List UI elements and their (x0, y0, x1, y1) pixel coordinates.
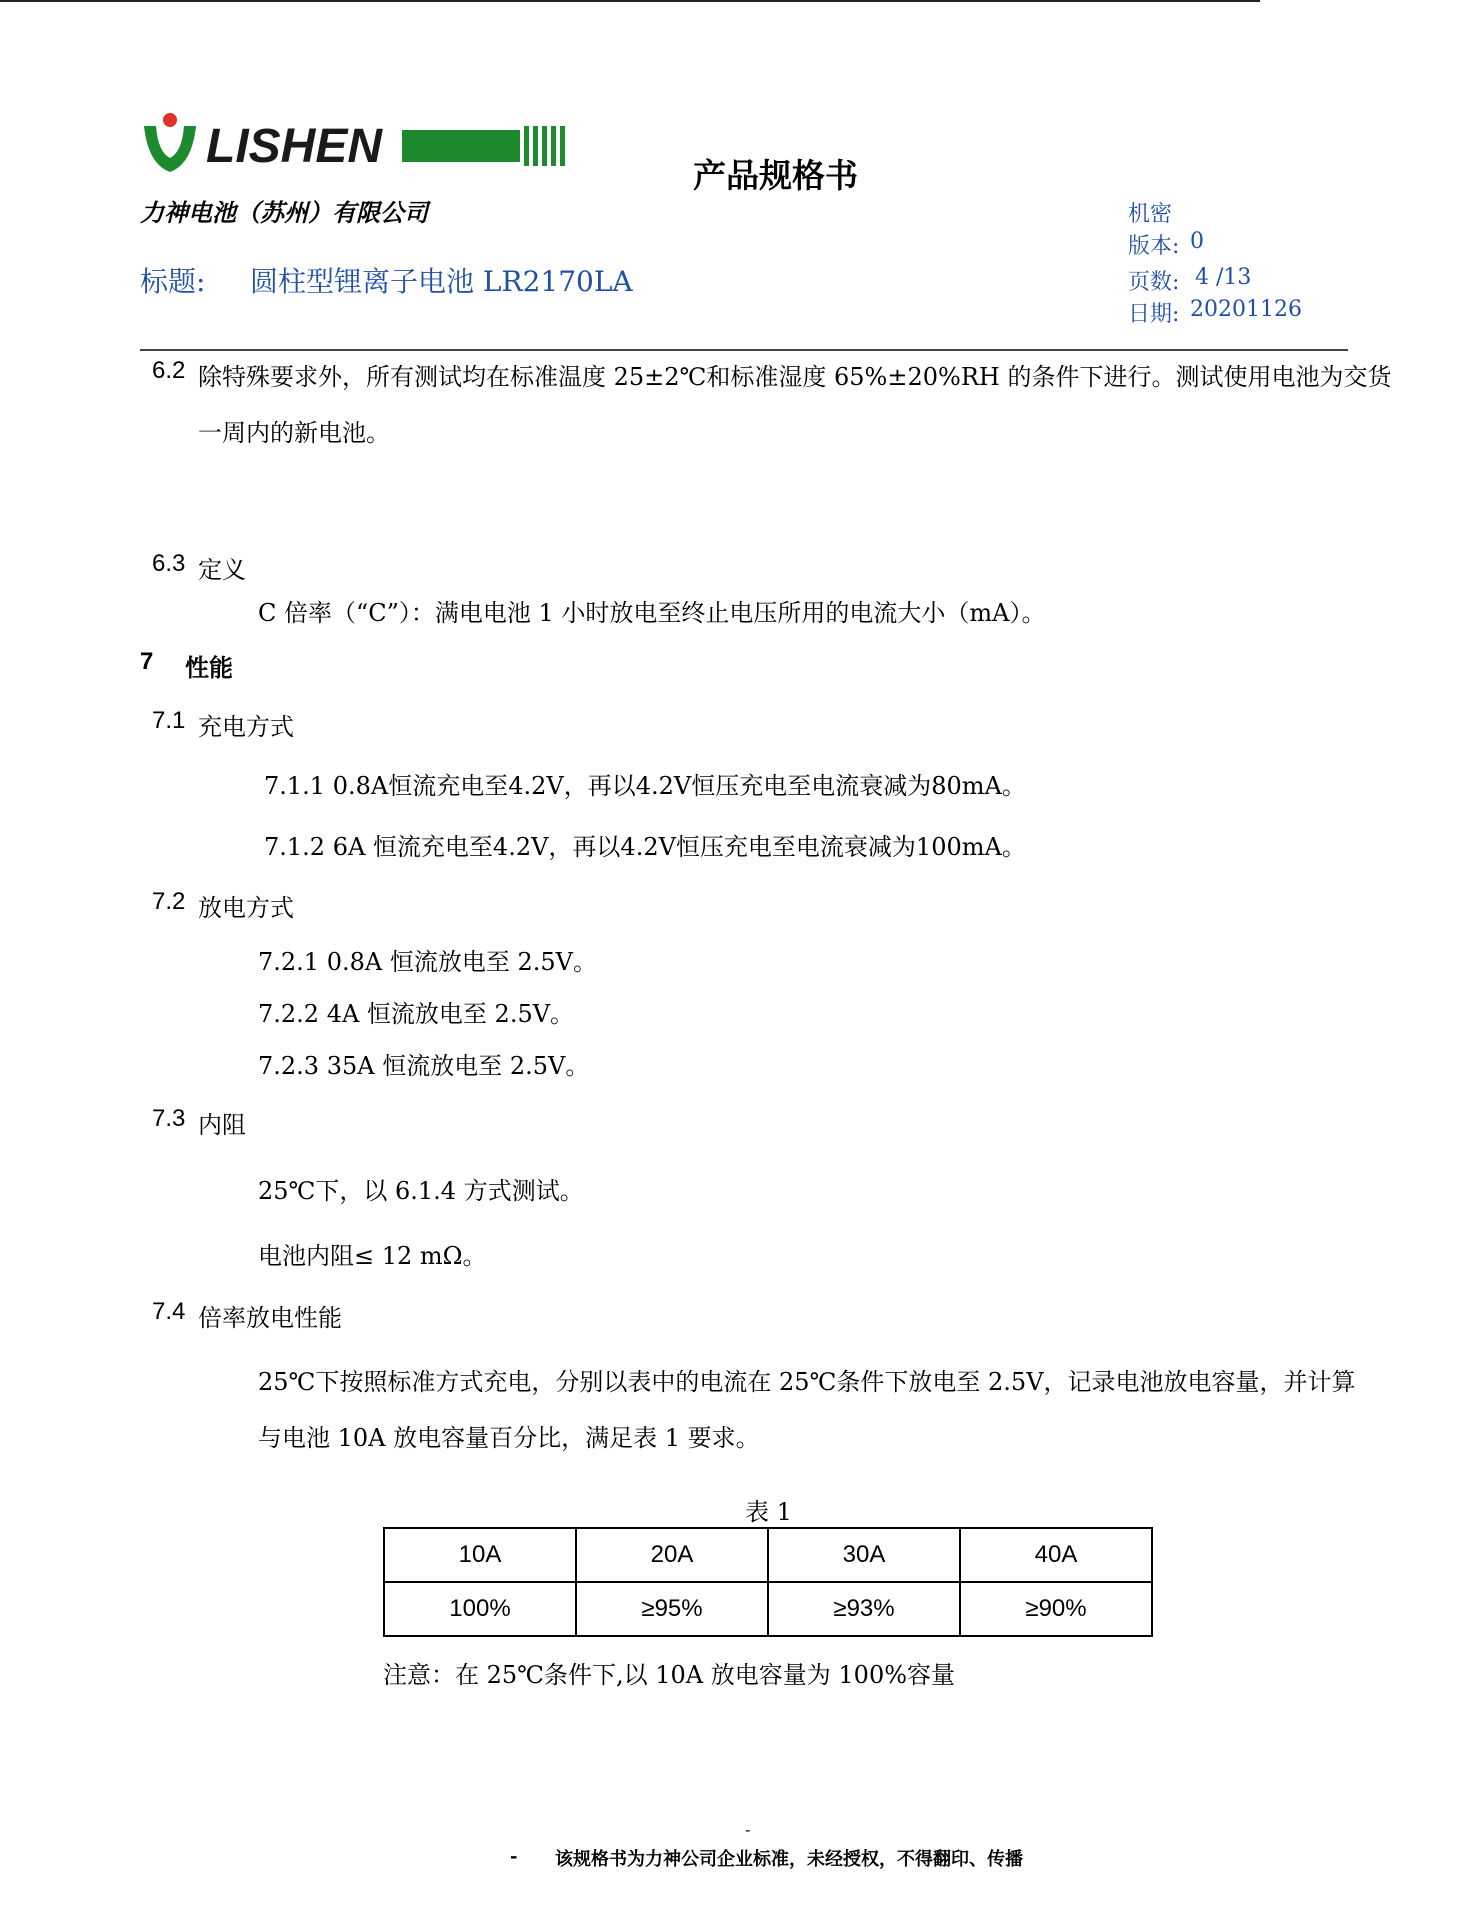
table-header-row (384, 1528, 1152, 1582)
table-note: 注意：在 25℃条件下,以 10A 放电容量为 100%容量 (383, 1661, 956, 1689)
doc-title: 产品规格书 (693, 156, 858, 195)
section-7-1-1: 7.1.1 0.8A恒流充电至4.2V，再以4.2V恒压充电至电流衰减为80mA。 (264, 772, 1026, 800)
title-label: 标题: (140, 265, 206, 298)
page-label: 页数: (1128, 270, 1180, 295)
section-7-4-title: 倍率放电性能 (198, 1304, 342, 1332)
version-label: 版本: (1128, 234, 1180, 259)
rate-discharge-table (383, 1527, 1153, 1637)
footer-divider (0, 0, 1260, 2)
table-cell: 100% (384, 1582, 576, 1636)
title-value: 圆柱型锂离子电池 LR2170LA (250, 265, 633, 298)
section-6-3-number: 6.3 (152, 550, 186, 577)
header-divider (140, 349, 1348, 351)
lishen-logo (140, 112, 570, 174)
section-7-2-3: 7.2.3 35A 恒流放电至 2.5V。 (258, 1052, 590, 1080)
section-7-2-1: 7.2.1 0.8A 恒流放电至 2.5V。 (258, 948, 597, 976)
section-7-2-number: 7.2 (152, 888, 186, 915)
section-6-2-line2: 一周内的新电池。 (198, 419, 390, 447)
section-7-3-line1: 25℃下，以 6.1.4 方式测试。 (258, 1177, 584, 1205)
section-7-2-2: 7.2.2 4A 恒流放电至 2.5V。 (258, 1000, 575, 1028)
company-name: 力神电池（苏州）有限公司 (140, 198, 428, 227)
logo-text: LISHEN (206, 120, 383, 173)
section-7-title: 性能 (185, 653, 233, 682)
section-7-4-line2: 与电池 10A 放电容量百分比，满足表 1 要求。 (258, 1424, 760, 1452)
table-row (384, 1582, 1152, 1636)
confidential-label: 机密 (1128, 202, 1173, 227)
table-header-cell: 20A (576, 1528, 768, 1582)
page-value: 4 /13 (1195, 265, 1252, 290)
section-7-2-title: 放电方式 (198, 894, 294, 922)
date-value: 20201126 (1190, 297, 1302, 322)
section-7-4-line1: 25℃下按照标准方式充电，分别以表中的电流在 25℃条件下放电至 2.5V，记录电池放电容量，并计算 (258, 1368, 1356, 1396)
section-7-1-2: 7.1.2 6A 恒流充电至4.2V，再以4.2V恒压充电至电流衰减为100mA。 (264, 833, 1026, 861)
section-7-number: 7 (140, 648, 154, 675)
section-7-1-number: 7.1 (152, 707, 186, 734)
section-7-3-number: 7.3 (152, 1105, 186, 1132)
table-cell: ≥93% (768, 1582, 960, 1636)
section-6-3-title: 定义 (198, 556, 246, 584)
table-header-cell: 10A (384, 1528, 576, 1582)
date-label: 日期: (1128, 302, 1180, 327)
section-6-2-number: 6.2 (152, 357, 186, 384)
lishen-logo-mark (140, 112, 570, 174)
footer-notice: 该规格书为力神公司企业标准，未经授权，不得翻印、传播 (555, 1849, 1023, 1870)
footer-dash-left: - (510, 1846, 518, 1867)
section-7-4-number: 7.4 (152, 1298, 186, 1325)
section-7-3-title: 内阻 (198, 1111, 246, 1139)
footer-dash-top: - (745, 1820, 751, 1839)
version-value: 0 (1190, 229, 1204, 254)
section-7-3-line2: 电池内阻≤ 12 mΩ。 (258, 1242, 487, 1270)
section-6-2-line1: 除特殊要求外，所有测试均在标准温度 25±2℃和标准湿度 65%±20%RH 的条件下进行。测试使用电池为交货 (198, 363, 1392, 391)
section-6-3-body: C 倍率（“C”）：满电电池 1 小时放电至终止电压所用的电流大小（mA）。 (258, 599, 1046, 627)
table-header-cell: 30A (768, 1528, 960, 1582)
table-cell: ≥95% (576, 1582, 768, 1636)
table-caption: 表 1 (745, 1498, 792, 1526)
table-cell: ≥90% (960, 1582, 1152, 1636)
section-7-1-title: 充电方式 (198, 713, 294, 741)
table-header-cell: 40A (960, 1528, 1152, 1582)
